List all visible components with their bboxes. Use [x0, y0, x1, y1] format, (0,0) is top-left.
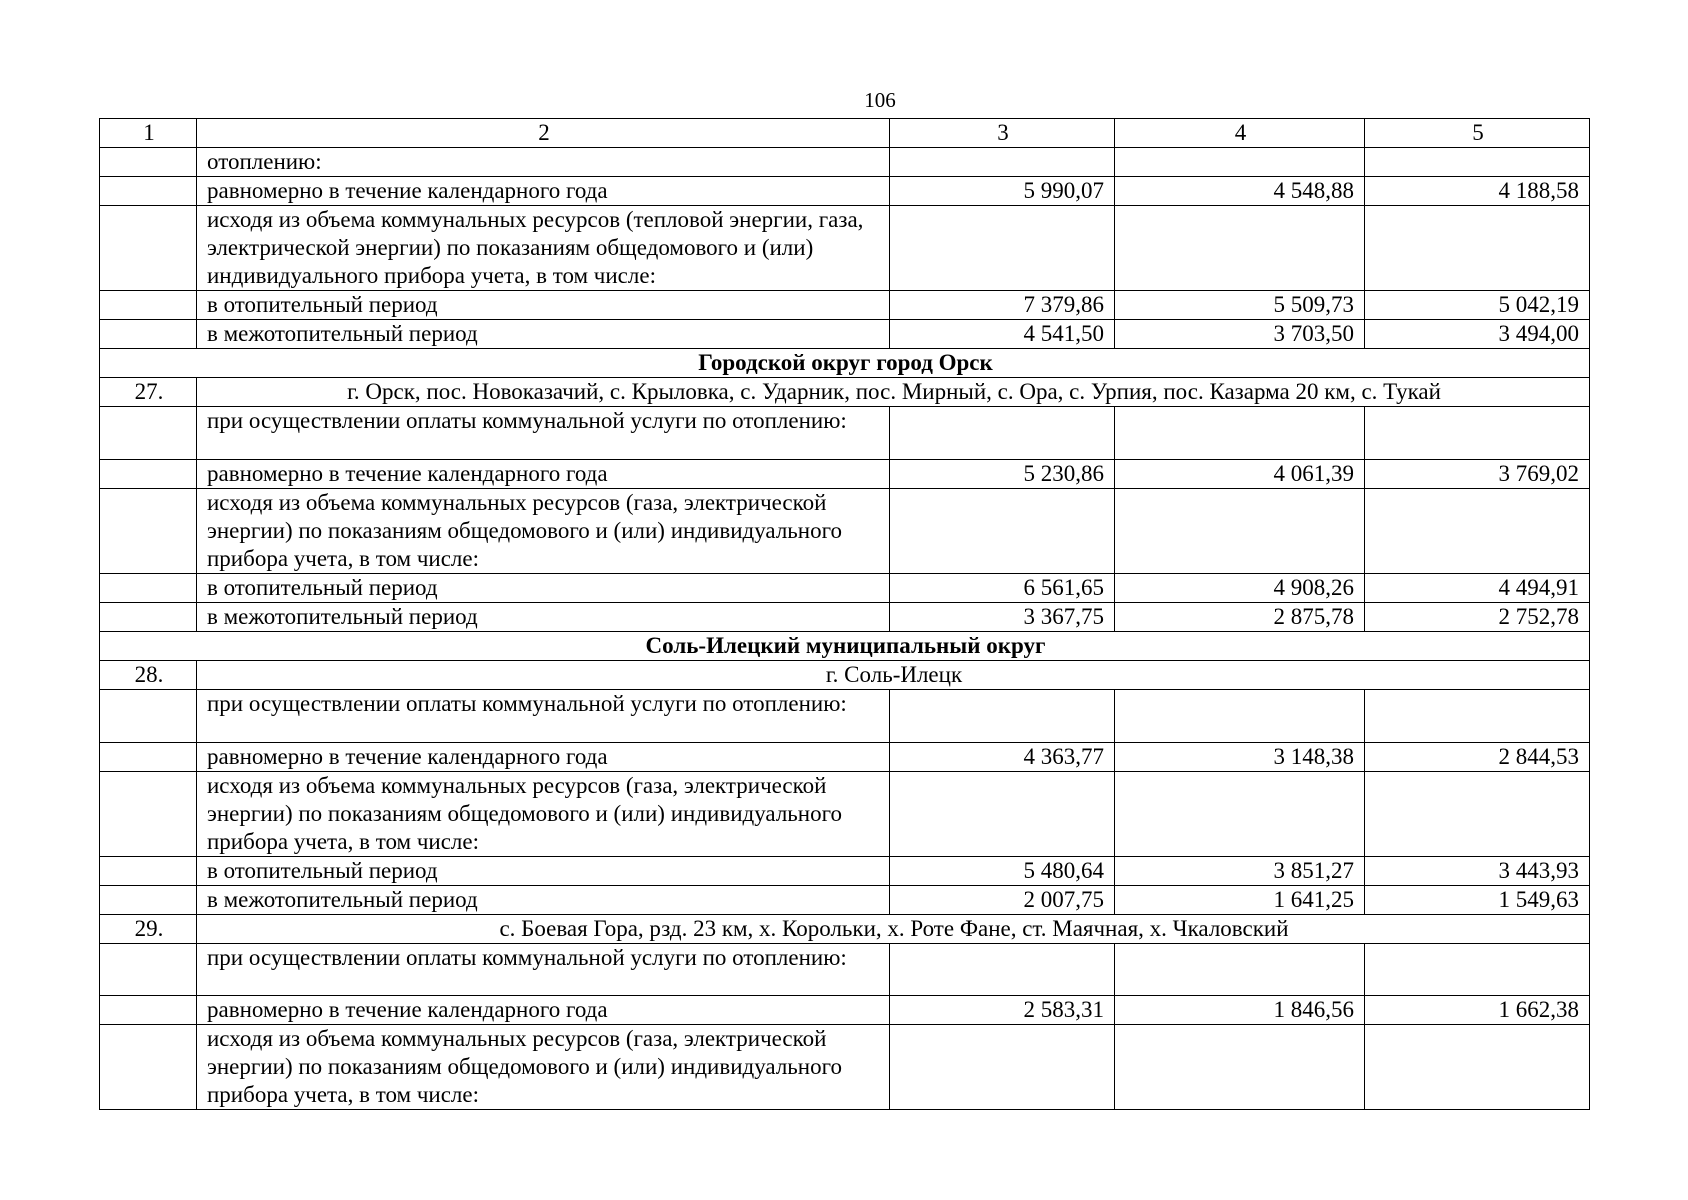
row-number — [100, 460, 197, 489]
value-col-4 — [1115, 206, 1365, 291]
row-description: исходя из объема коммунальных ресурсов (газа, электрической энергии) по показаниям общедомового и (или) индивидуального прибора учета, в том числе: — [197, 772, 890, 857]
table-row — [100, 460, 1590, 489]
value-col-3 — [890, 772, 1115, 857]
table-row — [100, 743, 1590, 772]
value-col-3: 5 480,64 — [890, 857, 1115, 886]
value-col-5 — [1365, 944, 1590, 996]
column-header-4: 4 — [1115, 119, 1365, 148]
value-col-4: 2 875,78 — [1115, 603, 1365, 632]
value-col-3 — [890, 407, 1115, 460]
value-col-3 — [890, 148, 1115, 177]
value-col-3: 5 230,86 — [890, 460, 1115, 489]
table-row — [100, 574, 1590, 603]
column-header-2: 2 — [197, 119, 890, 148]
value-col-3 — [890, 1025, 1115, 1110]
value-col-5 — [1365, 690, 1590, 743]
value-col-4: 1 641,25 — [1115, 886, 1365, 915]
value-col-3: 7 379,86 — [890, 291, 1115, 320]
value-col-5: 1 662,38 — [1365, 996, 1590, 1025]
value-col-3: 3 367,75 — [890, 603, 1115, 632]
locality-list: г. Орск, пос. Новоказачий, с. Крыловка, с. Ударник, пос. Мирный, с. Ора, с. Урпия, пос. Казарма 20 км, с. Тукай — [197, 378, 1590, 407]
table-row — [100, 148, 1590, 177]
page-number: 106 — [864, 88, 896, 112]
row-number — [100, 206, 197, 291]
value-col-4: 1 846,56 — [1115, 996, 1365, 1025]
row-description: равномерно в течение календарного года — [197, 743, 890, 772]
row-number — [100, 996, 197, 1025]
table-row — [100, 291, 1590, 320]
locality-row — [100, 378, 1590, 407]
row-description: отоплению: — [197, 148, 890, 177]
value-col-5: 4 188,58 — [1365, 177, 1590, 206]
column-header-5: 5 — [1365, 119, 1590, 148]
table-header-row — [100, 119, 1590, 148]
region-heading: Городской округ город Орск — [100, 349, 1590, 378]
value-col-4: 4 548,88 — [1115, 177, 1365, 206]
value-col-3: 2 583,31 — [890, 996, 1115, 1025]
region-heading-row — [100, 349, 1590, 378]
locality-row — [100, 661, 1590, 690]
row-description: при осуществлении оплаты коммунальной услуги по отоплению: — [197, 407, 890, 460]
table-row — [100, 177, 1590, 206]
value-col-5 — [1365, 772, 1590, 857]
locality-list: с. Боевая Гора, рзд. 23 км, х. Корольки, х. Роте Фане, ст. Маячная, х. Чкаловский — [197, 915, 1590, 944]
row-description: в отопительный период — [197, 574, 890, 603]
value-col-4 — [1115, 489, 1365, 574]
value-col-5: 2 752,78 — [1365, 603, 1590, 632]
row-description: в отопительный период — [197, 857, 890, 886]
row-description: в межотопительный период — [197, 886, 890, 915]
row-number — [100, 886, 197, 915]
value-col-5 — [1365, 206, 1590, 291]
value-col-5: 1 549,63 — [1365, 886, 1590, 915]
table-row — [100, 320, 1590, 349]
row-number: 27. — [100, 378, 197, 407]
region-heading: Соль-Илецкий муниципальный округ — [100, 632, 1590, 661]
row-number — [100, 148, 197, 177]
row-description: при осуществлении оплаты коммунальной услуги по отоплению: — [197, 944, 890, 996]
locality-list: г. Соль-Илецк — [197, 661, 1590, 690]
table-row — [100, 603, 1590, 632]
row-number — [100, 489, 197, 574]
row-number — [100, 772, 197, 857]
row-number — [100, 1025, 197, 1110]
row-description: исходя из объема коммунальных ресурсов (газа, электрической энергии) по показаниям общедомового и (или) индивидуального прибора учета, в том числе: — [197, 1025, 890, 1110]
value-col-3: 4 541,50 — [890, 320, 1115, 349]
value-col-3 — [890, 944, 1115, 996]
column-header-3: 3 — [890, 119, 1115, 148]
row-description: исходя из объема коммунальных ресурсов (тепловой энергии, газа, электрической энергии) по показаниям общедомового и (или) индивидуального прибора учета, в том числе: — [197, 206, 890, 291]
value-col-3 — [890, 489, 1115, 574]
row-number — [100, 857, 197, 886]
row-number — [100, 743, 197, 772]
value-col-3 — [890, 690, 1115, 743]
row-number — [100, 603, 197, 632]
table-row — [100, 857, 1590, 886]
row-number — [100, 574, 197, 603]
value-col-4 — [1115, 690, 1365, 743]
value-col-5: 3 769,02 — [1365, 460, 1590, 489]
tariff-table — [99, 118, 1590, 1110]
value-col-5: 2 844,53 — [1365, 743, 1590, 772]
value-col-3: 6 561,65 — [890, 574, 1115, 603]
value-col-5: 3 443,93 — [1365, 857, 1590, 886]
row-number: 28. — [100, 661, 197, 690]
value-col-5 — [1365, 1025, 1590, 1110]
row-number: 29. — [100, 915, 197, 944]
row-description: исходя из объема коммунальных ресурсов (газа, электрической энергии) по показаниям общедомового и (или) индивидуального прибора учета, в том числе: — [197, 489, 890, 574]
row-number — [100, 407, 197, 460]
row-number — [100, 291, 197, 320]
row-number — [100, 320, 197, 349]
table-row — [100, 206, 1590, 291]
value-col-4 — [1115, 1025, 1365, 1110]
value-col-4: 3 703,50 — [1115, 320, 1365, 349]
table-row — [100, 1025, 1590, 1110]
row-description: равномерно в течение календарного года — [197, 996, 890, 1025]
value-col-3: 4 363,77 — [890, 743, 1115, 772]
table-row — [100, 489, 1590, 574]
value-col-5 — [1365, 148, 1590, 177]
region-heading-row — [100, 632, 1590, 661]
row-description: равномерно в течение календарного года — [197, 460, 890, 489]
value-col-4: 3 148,38 — [1115, 743, 1365, 772]
value-col-4: 3 851,27 — [1115, 857, 1365, 886]
table-row — [100, 772, 1590, 857]
locality-row — [100, 915, 1590, 944]
row-description: в межотопительный период — [197, 603, 890, 632]
table-row — [100, 996, 1590, 1025]
value-col-5 — [1365, 489, 1590, 574]
value-col-3: 2 007,75 — [890, 886, 1115, 915]
row-number — [100, 177, 197, 206]
value-col-4: 5 509,73 — [1115, 291, 1365, 320]
column-header-1: 1 — [100, 119, 197, 148]
table-row — [100, 690, 1590, 743]
value-col-5: 3 494,00 — [1365, 320, 1590, 349]
value-col-4 — [1115, 944, 1365, 996]
value-col-5: 5 042,19 — [1365, 291, 1590, 320]
row-description: при осуществлении оплаты коммунальной услуги по отоплению: — [197, 690, 890, 743]
value-col-5 — [1365, 407, 1590, 460]
row-description: в отопительный период — [197, 291, 890, 320]
table-row — [100, 944, 1590, 996]
value-col-4 — [1115, 148, 1365, 177]
value-col-5: 4 494,91 — [1365, 574, 1590, 603]
row-description: равномерно в течение календарного года — [197, 177, 890, 206]
row-number — [100, 944, 197, 996]
value-col-3: 5 990,07 — [890, 177, 1115, 206]
row-number — [100, 690, 197, 743]
value-col-4 — [1115, 772, 1365, 857]
table-row — [100, 407, 1590, 460]
value-col-4: 4 061,39 — [1115, 460, 1365, 489]
value-col-4: 4 908,26 — [1115, 574, 1365, 603]
table-row — [100, 886, 1590, 915]
value-col-3 — [890, 206, 1115, 291]
row-description: в межотопительный период — [197, 320, 890, 349]
value-col-4 — [1115, 407, 1365, 460]
